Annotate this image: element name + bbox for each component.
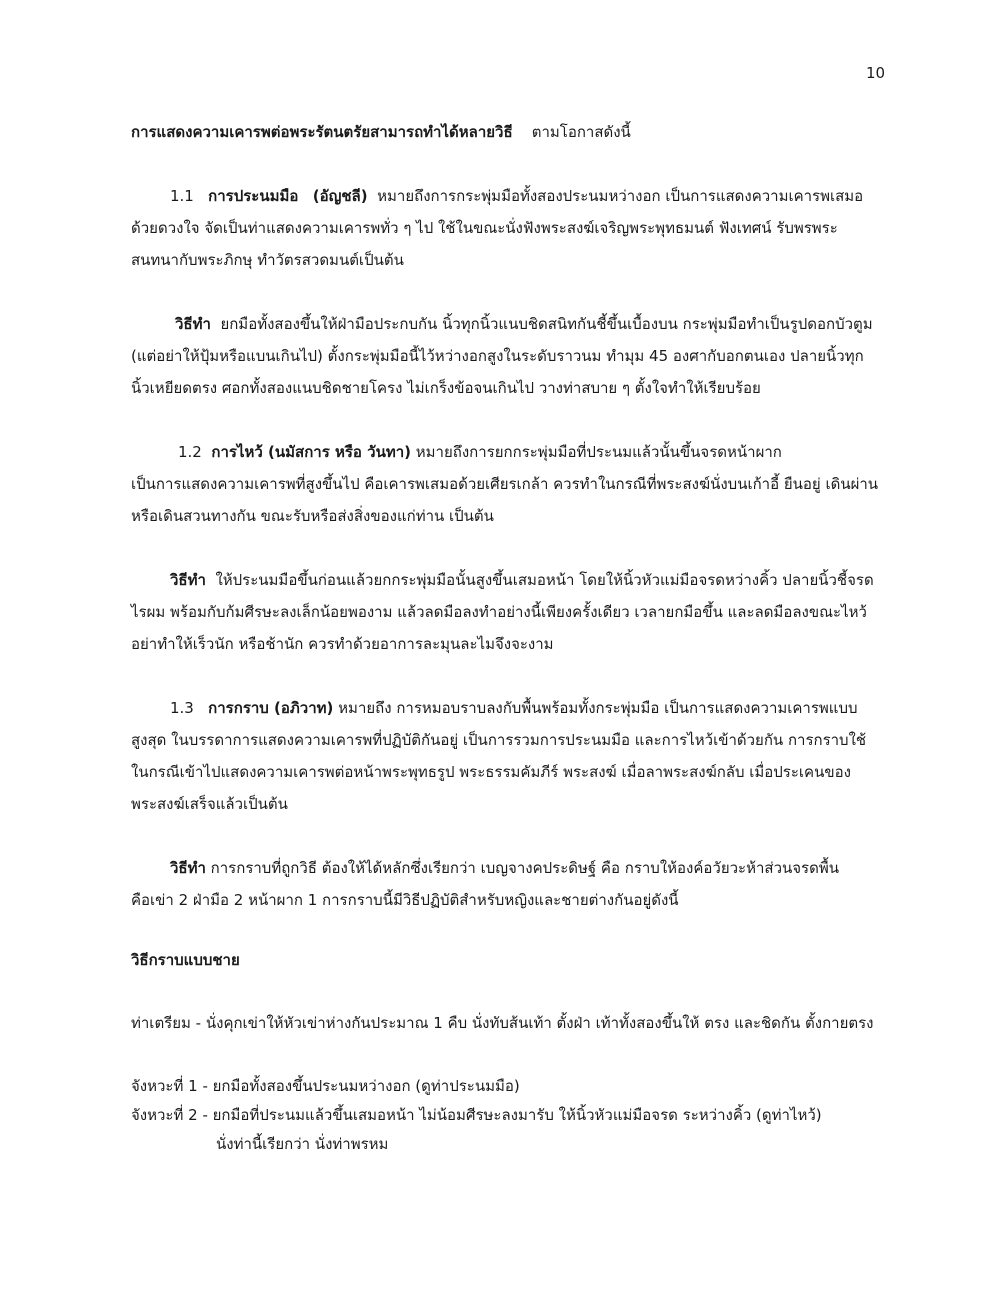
m1-1-text: ยกมือทั้งสองขึ้นให้ฝ่ามือประกบกัน นิ้วทุกนิ้วแนบชิดสนิทกันชี้ขึ้นเบื้องบน กระพุ่มมือทำเป็นรูปดอกบัวตูม bbox=[220, 315, 873, 333]
s1-2-line-3: หรือเดินสวนทางกัน ขณะรับหรือส่งสิ่งของแก่ท่าน เป็นต้น bbox=[131, 507, 494, 525]
s1-1-text: หมายถึงการกระพุ่มมือทั้งสองประนมหว่างอก เป็นการแสดงความเคารพเสมอ bbox=[377, 187, 864, 205]
m1-3-text: การกราบที่ถูกวิธี ต้องให้ได้หลักซึ่งเรียกว่า เบญจางคประดิษฐ์ คือ กราบให้องค์อวัยวะห้าส่วนจรดพื้น bbox=[210, 859, 839, 877]
step-2-line-2: นั่งท่านี้เรียกว่า นั่งท่าพรหม bbox=[216, 1135, 389, 1153]
s1-2-line-2: เป็นการแสดงความเคารพที่สูงขึ้นไป คือเคารพเสมอด้วยเศียรเกล้า ควรทำในกรณีที่พระสงฆ์นั่งบนเก้าอี้ ยืนอยู่ เดินผ่าน bbox=[131, 475, 879, 493]
s1-1-line-2: ด้วยดวงใจ จัดเป็นท่าแสดงความเคารพทั่ว ๆ ไป ใช้ในขณะนั่งฟังพระสงฆ์เจริญพระพุทธมนต์ ฟังเทศน์ รับพรพระ bbox=[131, 219, 838, 237]
s1-3-text: หมายถึง การหมอบราบลงกับพื้นพร้อมทั้งกระพุ่มมือ เป็นการแสดงความเคารพแบบ bbox=[338, 699, 858, 717]
m1-1-label: วิธีทำ bbox=[175, 315, 211, 333]
s1-3-line-3: ในกรณีเข้าไปแสดงความเคารพต่อหน้าพระพุทธรูป พระธรรมคัมภีร์ พระสงฆ์ เมื่อลาพระสงฆ์กลับ เมื่อประเคนของ bbox=[131, 763, 851, 781]
s1-2-line-1 bbox=[178, 441, 782, 463]
page-number: 10 bbox=[866, 64, 886, 82]
s1-1-number: 1.1 bbox=[170, 187, 194, 205]
s1-1-alias: (อัญชลี) bbox=[312, 187, 368, 205]
male-bow-heading: วิธีกราบแบบชาย bbox=[131, 951, 240, 969]
m1-2-line-1 bbox=[170, 569, 874, 591]
s1-3-title: การกราบ (อภิวาท) bbox=[208, 699, 334, 717]
m1-3-label: วิธีทำ bbox=[170, 859, 206, 877]
s1-3-line-4: พระสงฆ์เสร็จแล้วเป็นต้น bbox=[131, 795, 288, 813]
m1-1-line-2: (แต่อย่าให้ปุ้มหรือแบนเกินไป) ตั้งกระพุ่มมือนี้ไว้หว่างอกสูงในระดับราวนม ทำมุม 45 องศากับอกตนเอง ปลายนิ้วทุก bbox=[131, 347, 864, 365]
step-2-line-1: จังหวะที่ 2 - ยกมือที่ประนมแล้วขึ้นเสมอหน้า ไม่น้อมศีรษะลงมารับ ให้นิ้วหัวแม่มือจรด ระหว่างคิ้ว (ดูท่าไหว้) bbox=[131, 1106, 822, 1124]
m1-2-line-2: ไรผม พร้อมกับก้มศีรษะลงเล็กน้อยพองาม แล้วลดมือลงทำอย่างนี้เพียงครั้งเดียว เวลายกมือขึ้น และลดมือลงขณะไหว้ bbox=[131, 603, 867, 621]
s1-3-line-2: สูงสุด ในบรรดาการแสดงความเคารพที่ปฏิบัติกันอยู่ เป็นการรวมการประนมมือ และการไหว้เข้าด้วยกัน การกราบใช้ bbox=[131, 731, 867, 749]
s1-1-title: การประนมมือ bbox=[208, 187, 299, 205]
m1-2-text: ให้ประนมมือขึ้นก่อนแล้วยกกระพุ่มมือนั้นสูงขึ้นเสมอหน้า โดยให้นิ้วหัวแม่มือจรดหว่างคิ้ว ปลายนิ้วชี้จรด bbox=[215, 571, 874, 589]
m1-2-line-3: อย่าทำให้เร็วนัก หรือช้านัก ควรทำด้วยอาการละมุนละไมจึงจะงาม bbox=[131, 635, 554, 653]
m1-3-line-2: คือเข่า 2 ฝ่ามือ 2 หน้าผาก 1 การกราบนี้มีวิธีปฏิบัติสำหรับหญิงและชายต่างกันอยู่ดังนี้ bbox=[131, 891, 679, 909]
s1-1-line-1 bbox=[170, 185, 863, 207]
prep-line: ท่าเตรียม - นั่งคุกเข่าให้หัวเข่าห่างกันประมาณ 1 คืบ นั่งทับส้นเท้า ตั้งฝ่า เท้าทั้งสองขึ้นให้ ตรง และชิดกัน ตั้งกายตรง bbox=[131, 1014, 874, 1032]
s1-2-title: การไหว้ (นมัสการ หรือ วันทา) bbox=[211, 443, 411, 461]
s1-2-text: หมายถึงการยกกระพุ่มมือที่ประนมแล้วนั้นขึ้นจรดหน้าผาก bbox=[415, 443, 782, 461]
section-heading-rest: ตามโอกาสดังนี้ bbox=[531, 123, 631, 141]
section-heading-bold: การแสดงความเคารพต่อพระรัตนตรัยสามารถทำได้หลายวิธี bbox=[131, 123, 513, 141]
m1-1-line-1 bbox=[175, 313, 873, 335]
m1-1-line-3: นิ้วเหยียดตรง ศอกทั้งสองแนบชิดชายโครง ไม่เกร็งข้อจนเกินไป วางท่าสบาย ๆ ตั้งใจทำให้เรียบร้อย bbox=[131, 379, 761, 397]
s1-1-line-3: สนทนากับพระภิกษุ ทำวัตรสวดมนต์เป็นต้น bbox=[131, 251, 404, 269]
section-heading bbox=[131, 121, 631, 143]
step-1-line: จังหวะที่ 1 - ยกมือทั้งสองขึ้นประนมหว่างอก (ดูท่าประนมมือ) bbox=[131, 1077, 520, 1095]
m1-3-line-1 bbox=[170, 857, 839, 879]
m1-2-label: วิธีทำ bbox=[170, 571, 206, 589]
s1-3-line-1 bbox=[170, 697, 858, 719]
s1-3-number: 1.3 bbox=[170, 699, 194, 717]
s1-2-number: 1.2 bbox=[178, 443, 202, 461]
